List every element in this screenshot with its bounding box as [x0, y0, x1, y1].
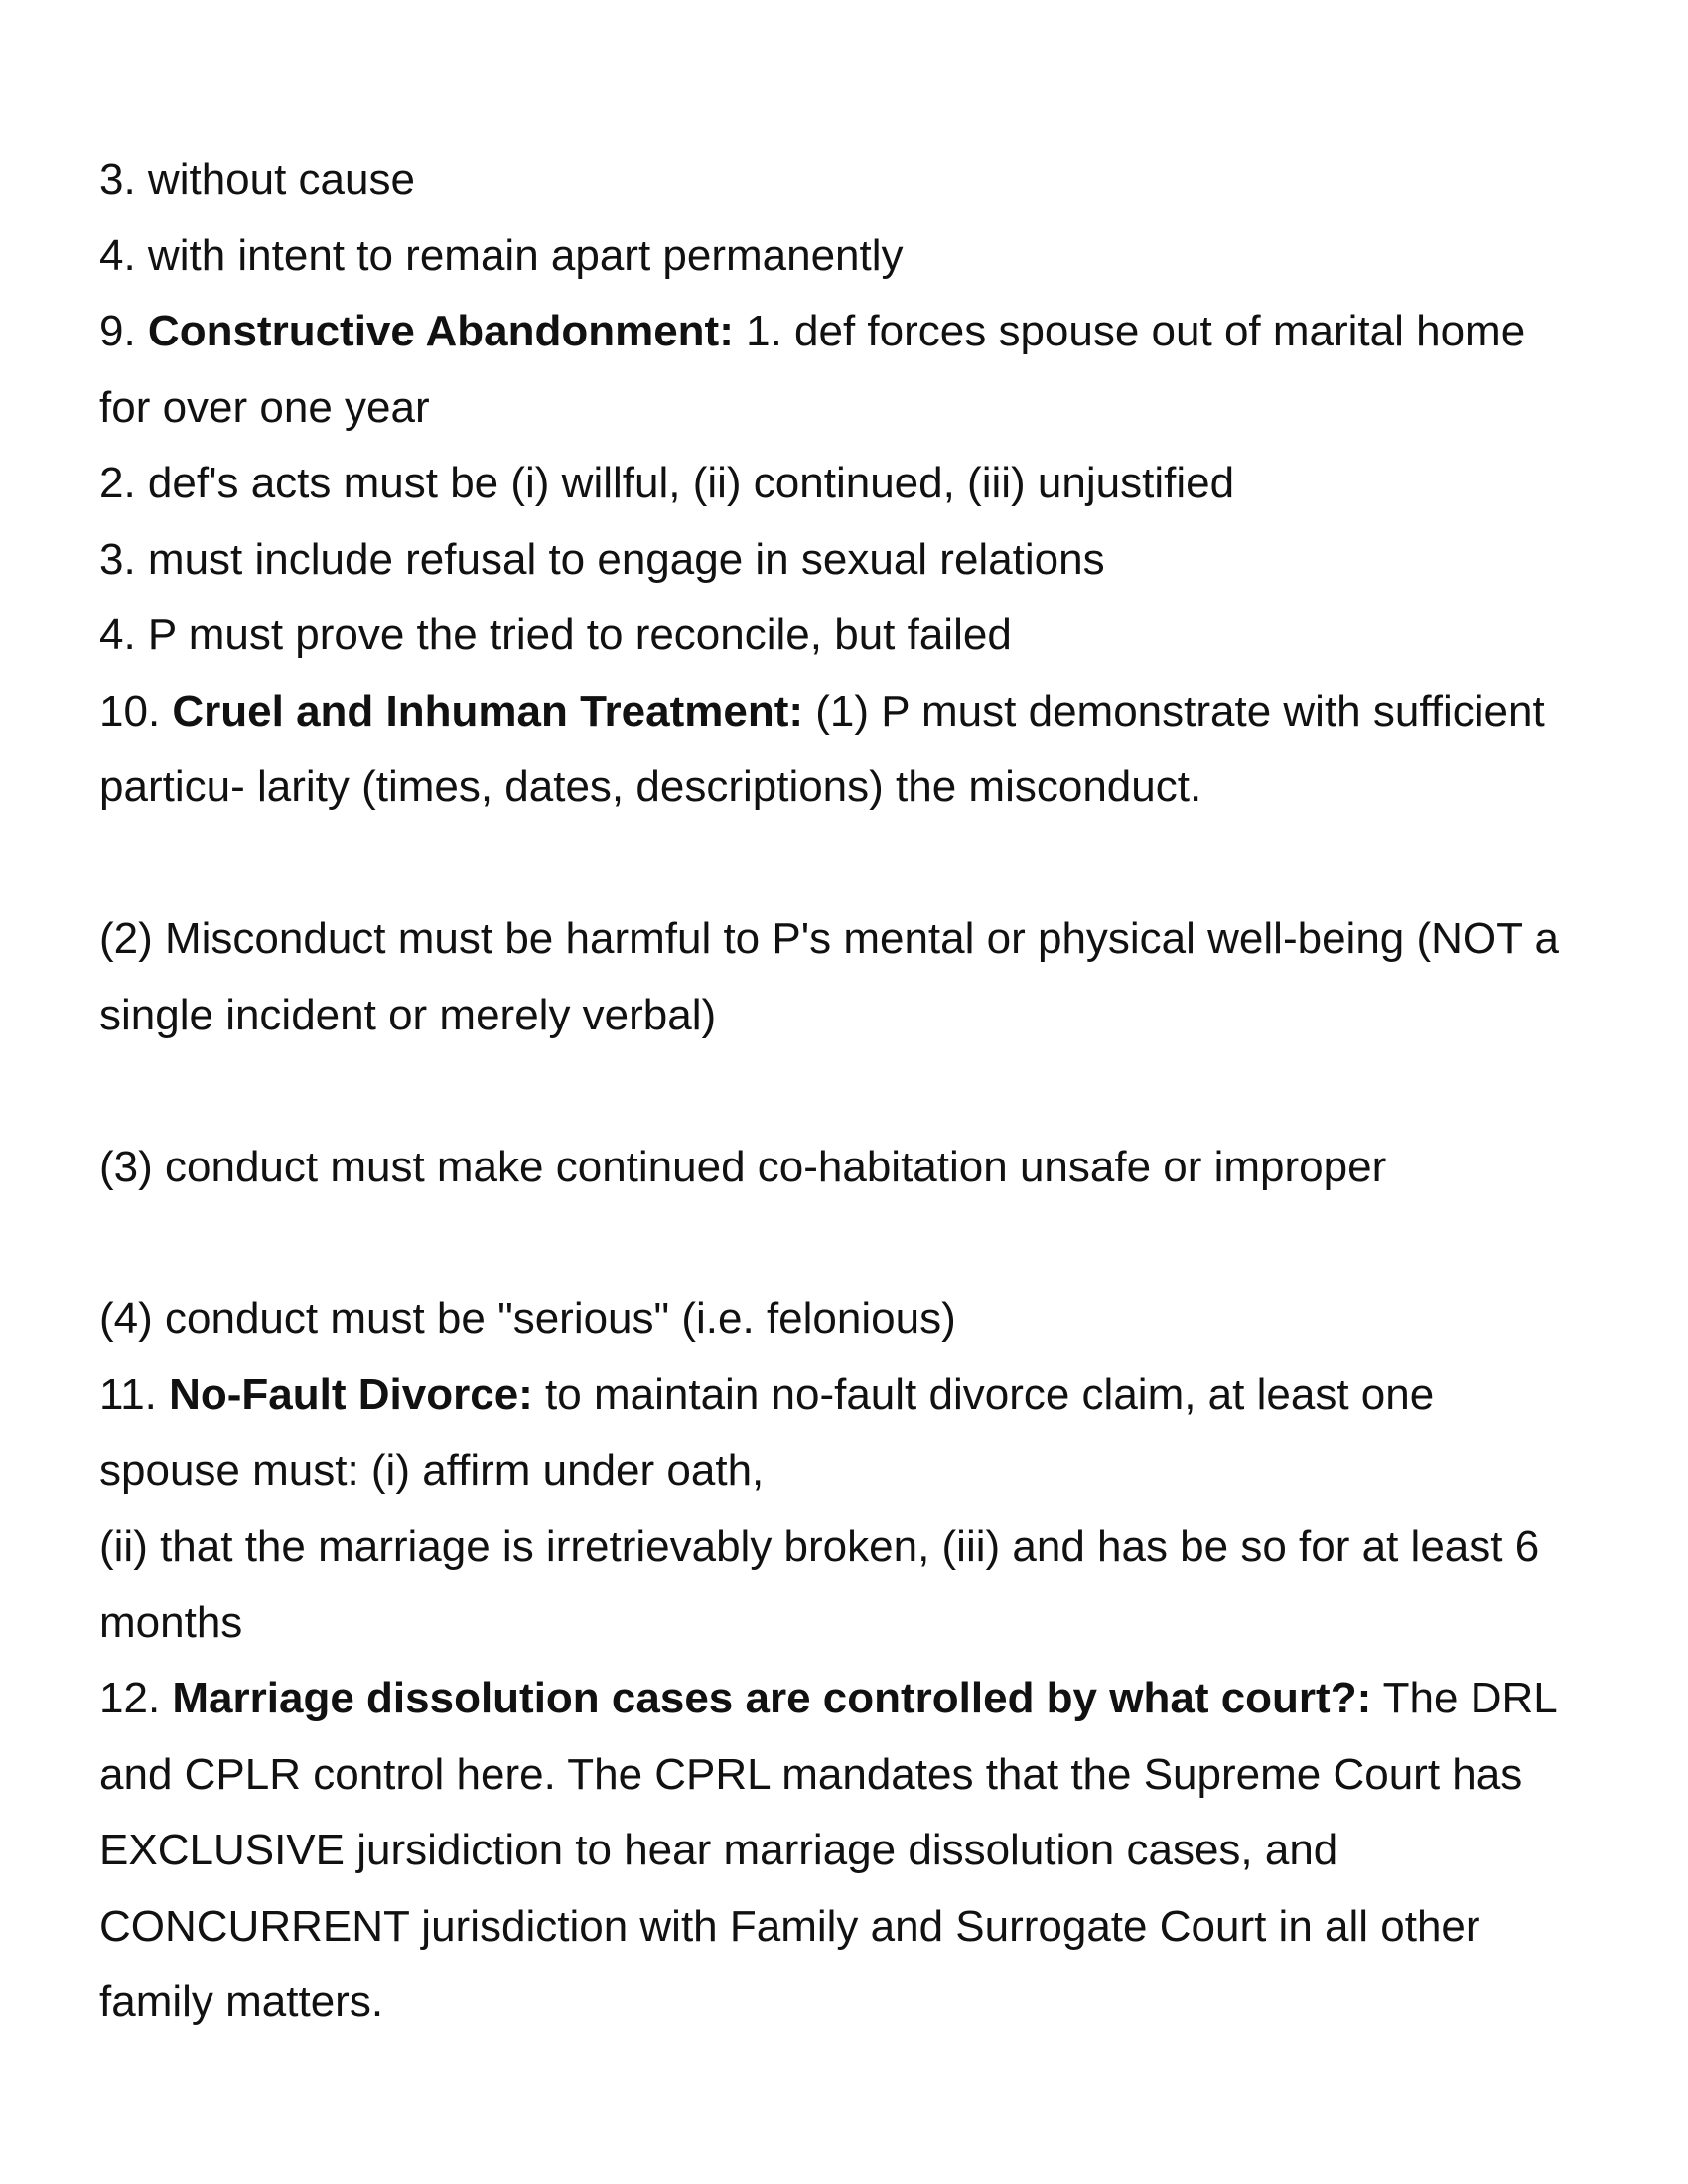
item-9-constructive-abandonment	[99, 294, 1609, 370]
blank-line	[99, 1205, 1609, 1282]
blank-line	[99, 1053, 1609, 1130]
document-page	[99, 142, 1609, 2041]
text-line: particu- larity (times, dates, descriptions) the misconduct.	[99, 762, 1202, 811]
item-text: 1. def forces spouse out of marital home	[733, 307, 1526, 355]
text-line: 4. with intent to remain apart permanently	[99, 230, 904, 280]
text-line: 4. P must prove the tried to reconcile, but failed	[99, 611, 1012, 659]
text-line: 2. def's acts must be (i) willful, (ii) continued, (iii) unjustified	[99, 459, 1235, 507]
item-heading: Constructive Abandonment:	[147, 307, 734, 355]
text-line: months	[99, 1597, 243, 1647]
item-number: 10.	[99, 686, 173, 736]
item-12-marriage-dissolution-court	[99, 1661, 1609, 1737]
item-number: 12.	[99, 1674, 173, 1722]
item-text: to maintain no-fault divorce claim, at least one	[532, 1370, 1435, 1419]
text-line: single incident or merely verbal)	[99, 990, 717, 1039]
text-line: spouse must: (i) affirm under oath,	[99, 1445, 765, 1495]
item-heading: No-Fault Divorce:	[169, 1370, 533, 1419]
text-line: CONCURRENT jurisdiction with Family and Surrogate Court in all other	[99, 1901, 1480, 1951]
text-line: EXCLUSIVE jursidiction to hear marriage dissolution cases, and	[99, 1826, 1338, 1874]
text-line: 3. must include refusal to engage in sexual relations	[99, 534, 1105, 584]
blank-line	[99, 826, 1609, 902]
text-line: (2) Misconduct must be harmful to P's mental or physical well-being (NOT a	[99, 914, 1559, 963]
item-text: (1) P must demonstrate with sufficient	[803, 686, 1545, 736]
text-line: (4) conduct must be "serious" (i.e. felonious)	[99, 1294, 956, 1343]
text-line: (ii) that the marriage is irretrievably broken, (iii) and has be so for at least 6	[99, 1522, 1540, 1570]
text-line: (3) conduct must make continued co-habitation unsafe or improper	[99, 1142, 1387, 1191]
item-11-no-fault-divorce	[99, 1357, 1609, 1433]
item-10-cruel-inhuman-treatment	[99, 674, 1609, 751]
text-line: and CPLR control here. The CPRL mandates that the Supreme Court has	[99, 1749, 1523, 1799]
item-number: 9.	[99, 307, 148, 355]
item-number: 11.	[99, 1370, 170, 1419]
text-line: for over one year	[99, 382, 430, 432]
item-heading: Cruel and Inhuman Treatment:	[172, 686, 804, 736]
item-heading: Marriage dissolution cases are controlled by what court?:	[172, 1674, 1372, 1722]
text-line: family matters.	[99, 1978, 384, 2026]
item-text: The DRL	[1371, 1674, 1558, 1722]
text-line: 3. without cause	[99, 155, 415, 204]
